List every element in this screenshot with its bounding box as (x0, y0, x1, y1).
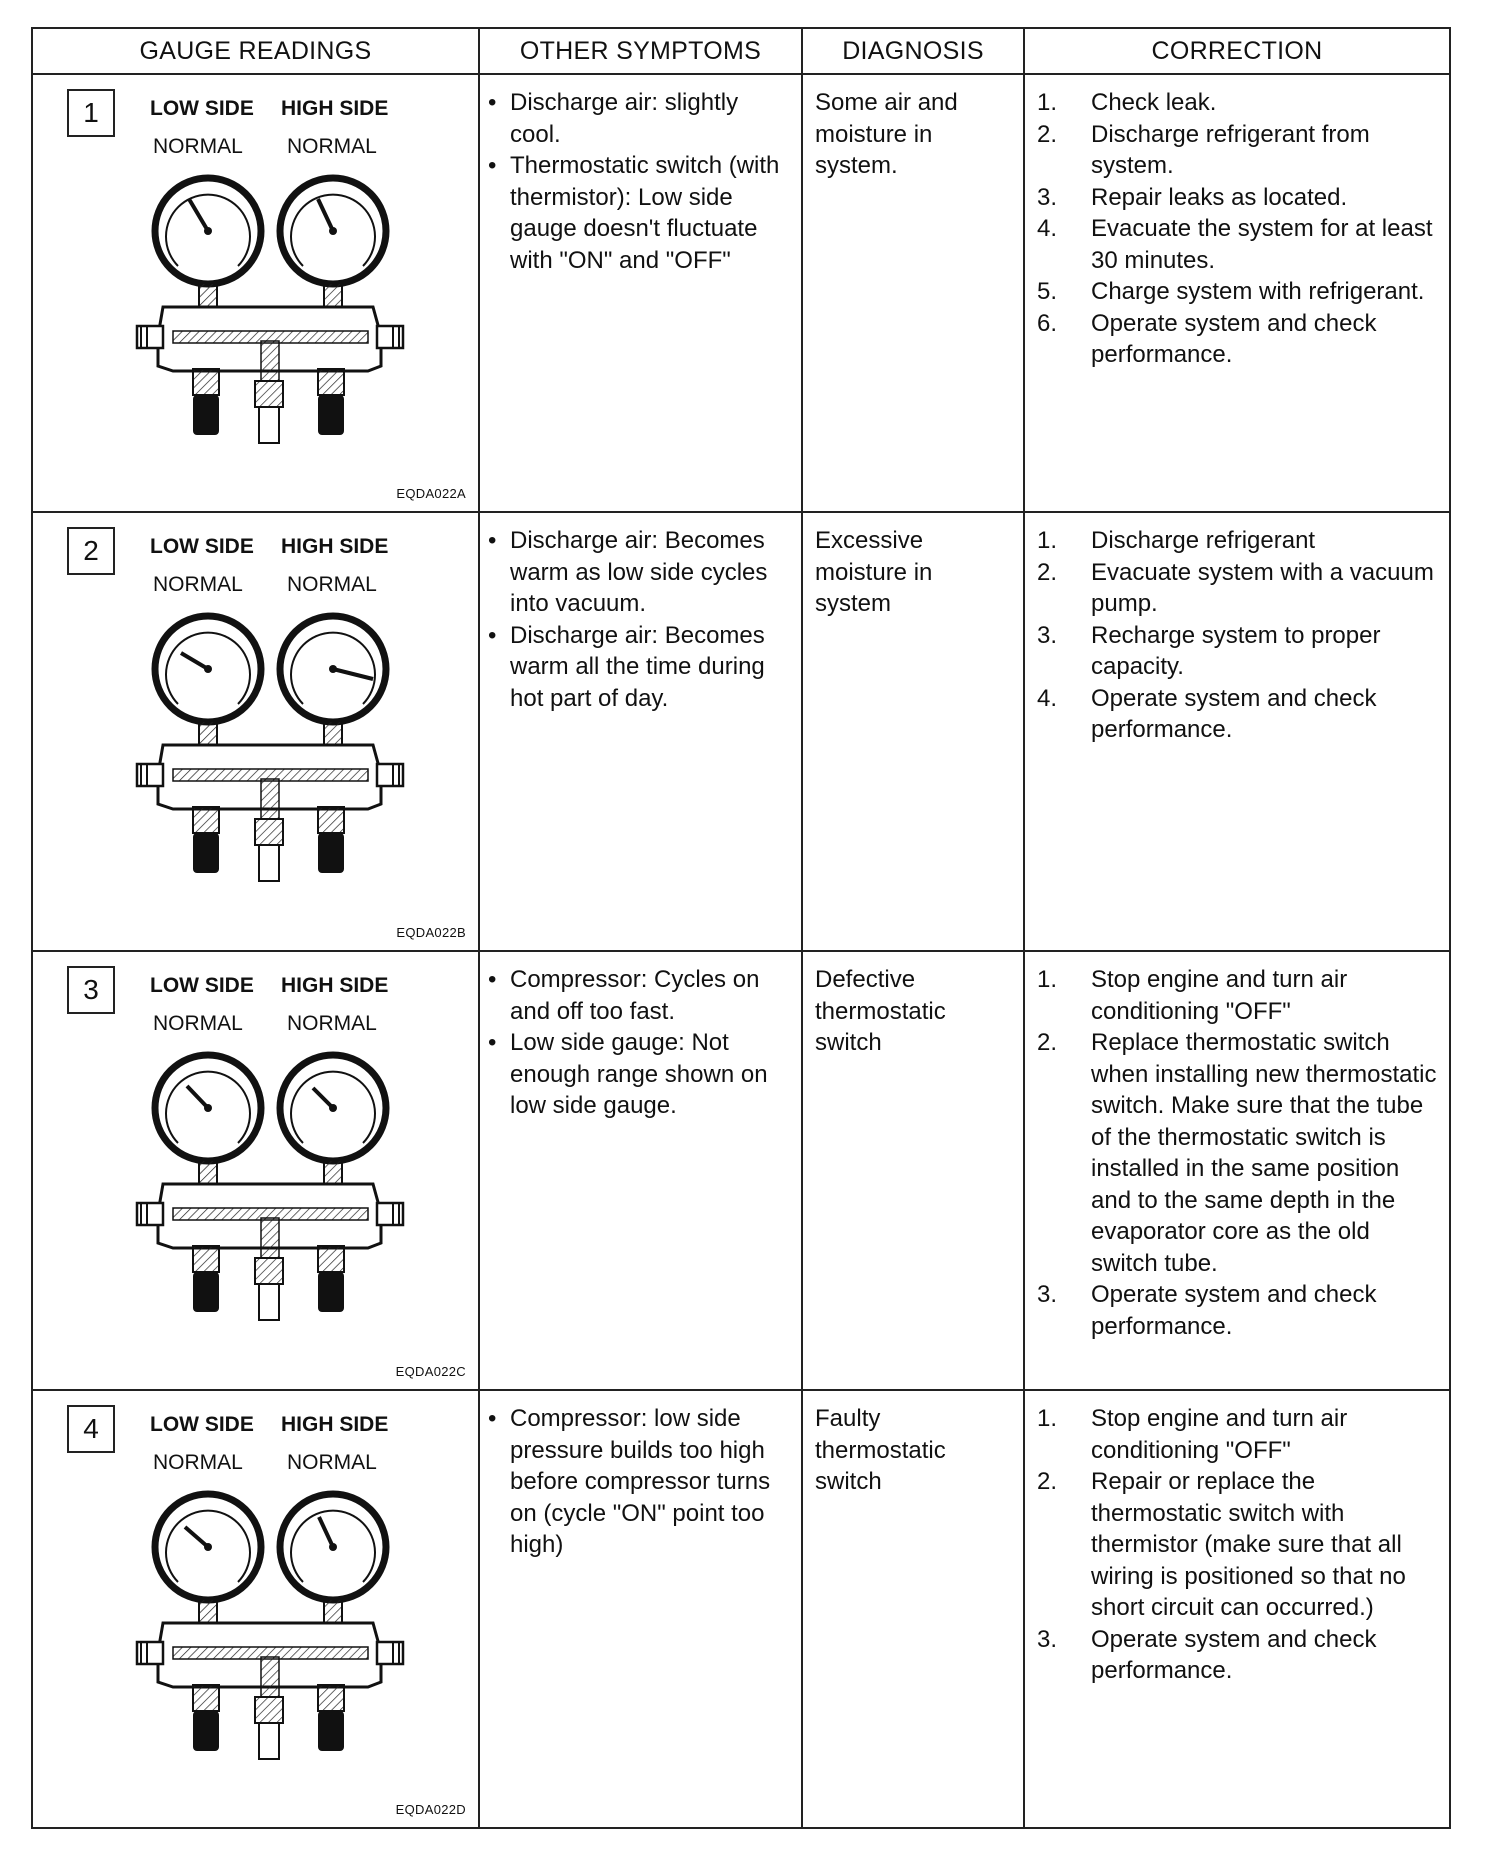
header-gauge-readings: GAUGE READINGS (32, 28, 479, 74)
step-text: Operate system and check performance. (1091, 1281, 1377, 1340)
correction-cell (1024, 1390, 1450, 1828)
step-number: 1. (1037, 1405, 1058, 1432)
step-number: 4. (1037, 684, 1058, 712)
manifold-gauge-icon (123, 1038, 423, 1328)
step-number: 2. (1037, 558, 1058, 586)
step-text: Stop engine and turn air conditioning "OFF" (1091, 966, 1348, 1025)
diagnosis-cell (802, 74, 1024, 512)
low-side-reading: NORMAL (153, 573, 243, 596)
figure-code: EQDA022A (396, 486, 466, 501)
table-row (32, 951, 1450, 1390)
symptom-list (480, 1391, 801, 1561)
step-text: Operate system and check performance. (1091, 1625, 1377, 1684)
correction-step (1037, 525, 1443, 557)
step-number: 2. (1037, 1029, 1058, 1056)
other-symptoms-cell (479, 512, 802, 951)
figure-code: EQDA022C (395, 1364, 466, 1379)
correction-cell (1024, 512, 1450, 951)
correction-step (1037, 87, 1443, 119)
step-number: 2. (1037, 1468, 1058, 1495)
step-number: 3. (1037, 183, 1058, 211)
table-row (32, 1390, 1450, 1828)
correction-list (1025, 75, 1449, 371)
correction-step (1037, 1403, 1443, 1466)
symptom-item: • Discharge air: slightly cool. (510, 87, 793, 150)
manifold-gauge-icon (123, 161, 423, 451)
low-side-label: LOW SIDE (150, 974, 254, 997)
low-side-gauge-icon (155, 1494, 261, 1600)
step-text: Discharge refrigerant (1091, 527, 1316, 554)
figure-code: EQDA022B (396, 925, 466, 940)
diagnosis-text: Faulty thermostatic switch (815, 1405, 946, 1495)
symptom-item: • Discharge air: Becomes warm as low side cycles into vacuum. (510, 525, 793, 620)
symptom-item: • Compressor: low side pressure builds too high before compressor turns on (cycle "ON" point too high) (510, 1403, 793, 1561)
low-side-reading: NORMAL (153, 1012, 243, 1035)
correction-step (1037, 276, 1443, 308)
step-number: 3. (1037, 621, 1058, 649)
diagnosis-text: Excessive moisture in system (815, 527, 933, 617)
symptom-item: • Compressor: Cycles on and off too fast. (510, 964, 793, 1027)
correction-step (1037, 557, 1443, 620)
step-text: Check leak. (1091, 89, 1217, 116)
low-side-reading: NORMAL (153, 1451, 243, 1474)
step-number: 3. (1037, 1625, 1058, 1653)
diagnosis-text: Defective thermostatic switch (815, 966, 946, 1056)
header-diagnosis: DIAGNOSIS (802, 28, 1024, 74)
step-number: 1. (1037, 89, 1058, 116)
step-text: Repair or replace the thermostatic switch with thermistor (make sure that all wiring is positioned so that no short circuit can occurred.) (1091, 1468, 1406, 1621)
step-text: Evacuate the system for at least 30 minutes. (1091, 215, 1433, 274)
gauge-readings-cell (32, 512, 479, 951)
table-row (32, 74, 1450, 512)
diagnosis-table (31, 27, 1451, 1829)
high-side-reading: NORMAL (287, 1012, 377, 1035)
step-number: 6. (1037, 309, 1058, 337)
gauge-readings-cell (32, 951, 479, 1390)
symptom-item: • Low side gauge: Not enough range shown on low side gauge. (510, 1027, 793, 1122)
correction-list (1025, 952, 1449, 1342)
other-symptoms-cell (479, 951, 802, 1390)
step-number: 3. (1037, 1281, 1058, 1308)
case-number: 2 (67, 527, 115, 575)
correction-step (1037, 213, 1443, 276)
case-number: 1 (67, 89, 115, 137)
high-side-gauge-icon (280, 178, 386, 284)
symptom-item: • Thermostatic switch (with thermistor): Low side gauge doesn't fluctuate with "ON" and "OFF" (510, 150, 793, 276)
correction-step (1037, 1466, 1443, 1624)
low-side-reading: NORMAL (153, 135, 243, 158)
low-side-label: LOW SIDE (150, 535, 254, 558)
diagnosis-cell (802, 951, 1024, 1390)
step-number: 1. (1037, 527, 1058, 554)
high-side-gauge-icon (280, 616, 386, 722)
diagnosis-cell (802, 1390, 1024, 1828)
high-side-label: HIGH SIDE (281, 97, 389, 120)
step-text: Operate system and check performance. (1091, 309, 1377, 368)
high-side-reading: NORMAL (287, 573, 377, 596)
table-row (32, 512, 1450, 951)
low-side-gauge-icon (155, 1055, 261, 1161)
diagnosis-text: Some air and moisture in system. (815, 89, 958, 179)
other-symptoms-cell (479, 1390, 802, 1828)
high-side-reading: NORMAL (287, 1451, 377, 1474)
other-symptoms-cell (479, 74, 802, 512)
correction-step (1037, 620, 1443, 683)
step-text: Repair leaks as located. (1091, 183, 1348, 211)
correction-step (1037, 1624, 1443, 1687)
correction-cell (1024, 74, 1450, 512)
case-number: 3 (67, 966, 115, 1014)
gauge-readings-cell (32, 1390, 479, 1828)
step-text: Replace thermostatic switch when installing new thermostatic switch. Make sure that the tube of the thermostatic switch is installed in the same position and to the same depth in the evaporator core as the old switch tube. (1091, 1029, 1437, 1277)
step-text: Stop engine and turn air conditioning "OFF" (1091, 1405, 1348, 1464)
correction-step (1037, 182, 1443, 214)
low-side-gauge-icon (155, 178, 261, 284)
correction-cell (1024, 951, 1450, 1390)
manifold-gauge-icon (123, 1477, 423, 1767)
header-row (32, 28, 1450, 74)
diagnosis-cell (802, 512, 1024, 951)
case-number: 4 (67, 1405, 115, 1453)
high-side-label: HIGH SIDE (281, 974, 389, 997)
low-side-gauge-icon (155, 616, 261, 722)
step-number: 2. (1037, 120, 1058, 148)
low-side-label: LOW SIDE (150, 1413, 254, 1436)
header-other-symptoms: OTHER SYMPTOMS (479, 28, 802, 74)
step-text: Charge system with refrigerant. (1091, 278, 1425, 305)
symptom-list (480, 75, 801, 276)
manifold-gauge-icon (123, 599, 423, 889)
high-side-gauge-icon (280, 1494, 386, 1600)
high-side-reading: NORMAL (287, 135, 377, 158)
step-number: 5. (1037, 278, 1058, 305)
figure-code: EQDA022D (395, 1802, 466, 1817)
correction-step (1037, 964, 1443, 1027)
high-side-label: HIGH SIDE (281, 535, 389, 558)
high-side-gauge-icon (280, 1055, 386, 1161)
symptom-list (480, 952, 801, 1122)
correction-step (1037, 119, 1443, 182)
low-side-label: LOW SIDE (150, 97, 254, 120)
gauge-readings-cell (32, 74, 479, 512)
correction-step (1037, 1279, 1443, 1342)
step-text: Discharge refrigerant from system. (1091, 120, 1370, 179)
high-side-label: HIGH SIDE (281, 1413, 389, 1436)
correction-step (1037, 683, 1443, 746)
correction-step (1037, 308, 1443, 371)
symptom-list (480, 513, 801, 714)
step-number: 1. (1037, 966, 1058, 993)
symptom-item: • Discharge air: Becomes warm all the time during hot part of day. (510, 620, 793, 715)
step-text: Evacuate system with a vacuum pump. (1091, 558, 1434, 617)
correction-list (1025, 513, 1449, 746)
correction-list (1025, 1391, 1449, 1687)
header-correction: CORRECTION (1024, 28, 1450, 74)
step-text: Operate system and check performance. (1091, 684, 1377, 743)
correction-step (1037, 1027, 1443, 1279)
step-text: Recharge system to proper capacity. (1091, 621, 1381, 680)
step-number: 4. (1037, 215, 1058, 242)
